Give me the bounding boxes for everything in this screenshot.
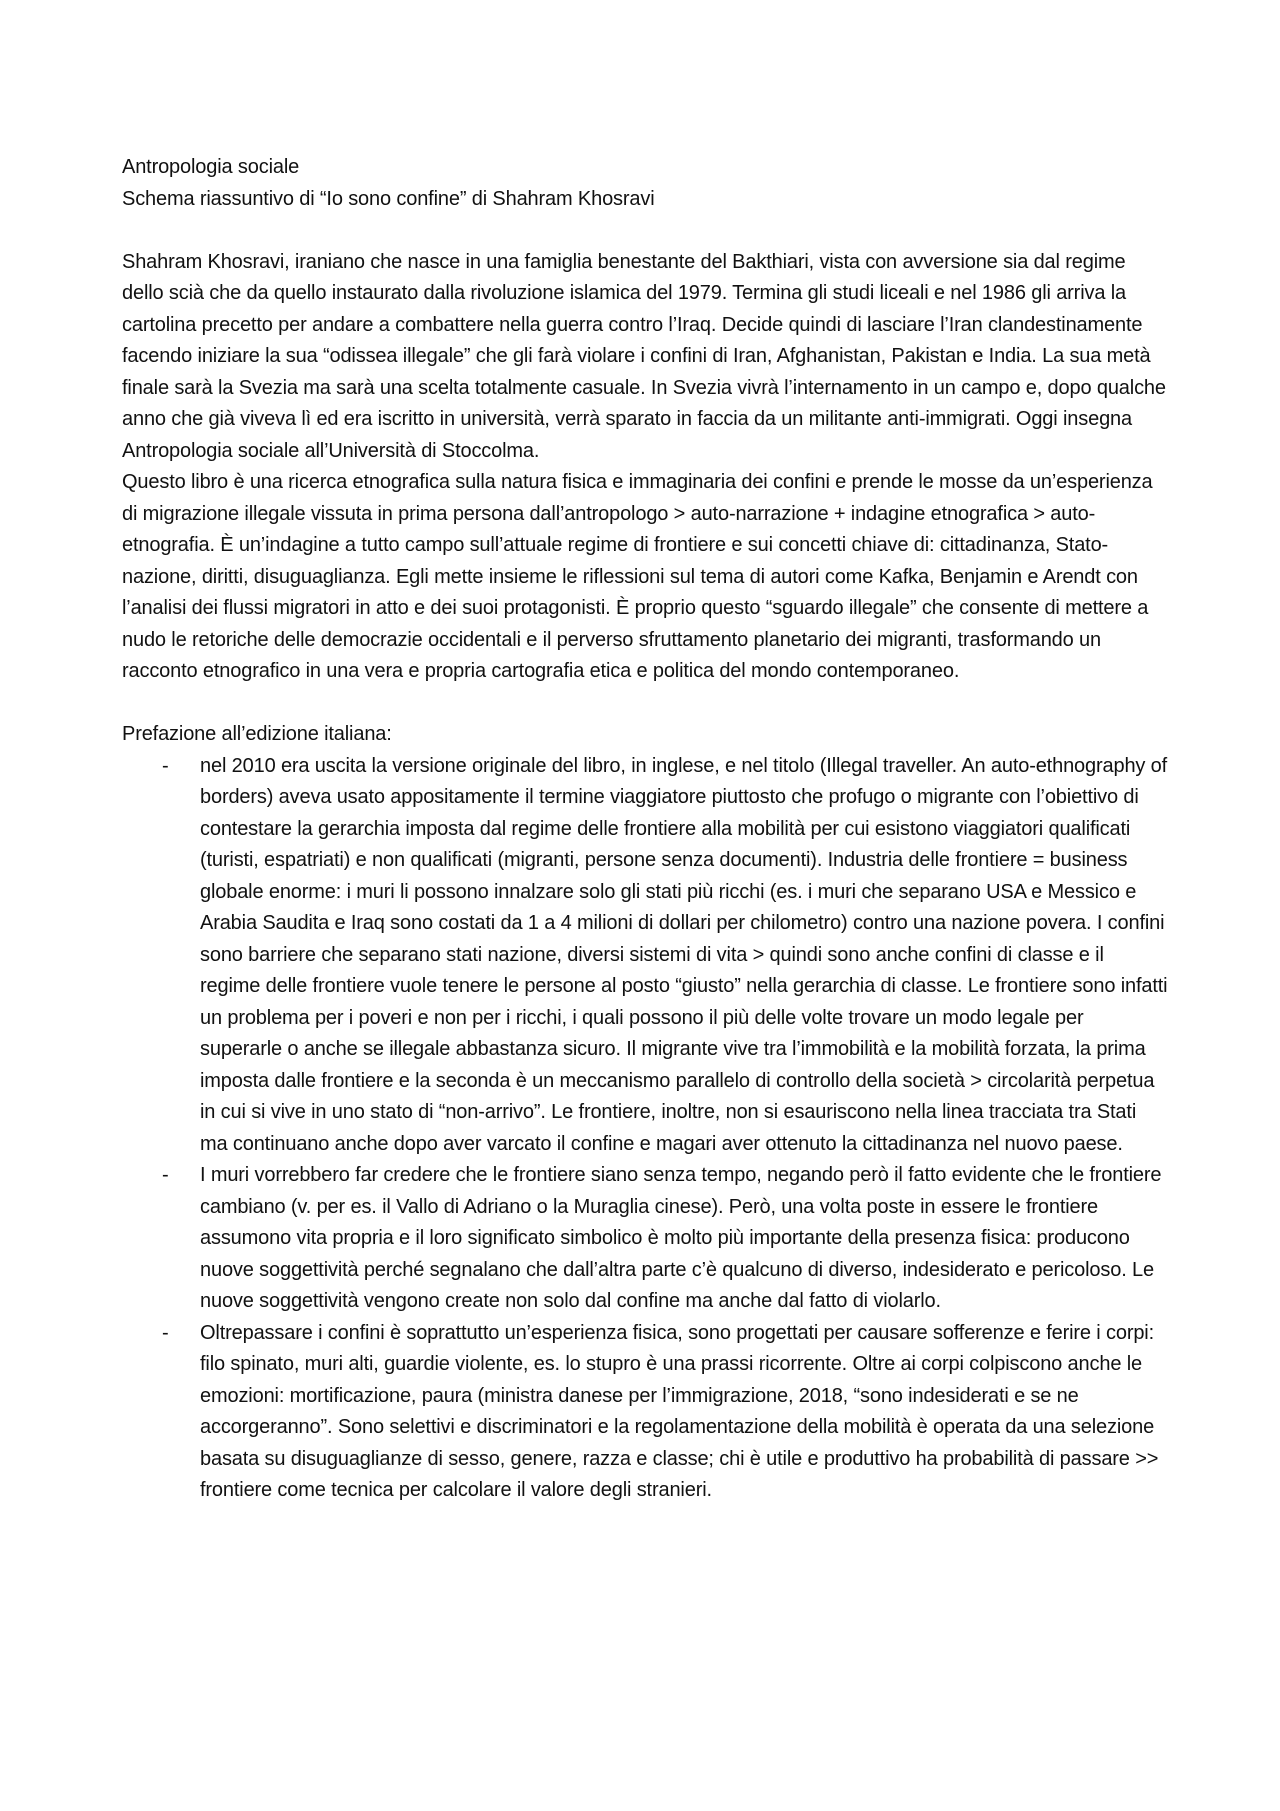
list-item-text: nel 2010 era uscita la versione originale del libro, in inglese, e nel titolo (Illegal traveller. An auto-ethnography of borders) aveva usato appositamente il termine viaggiatore piuttosto che profugo o migrante con l’obiettivo di contestare la gerarchia imposta dal regime delle frontiere alla mobilità per cui esistono viaggiatori qualificati (turisti, espatriati) e non qualificati (migranti, persone senza documenti). Industria delle frontiere = business globale enorme: i muri li possono innalzare solo gli stati più ricchi (es. i muri che separano USA e Messico e Arabia Saudita e Iraq sono costati da 1 a 4 milioni di dollari per chilometro) contro una nazione povera. I confini sono barriere che separano stati nazione, diversi sistemi di vita > quindi sono anche confini di classe e il regime delle frontiere vuole tenere le persone al posto “giusto” nella gerarchia di classe. Le frontiere sono infatti un problema per i poveri e non per i ricchi, i quali possono il più delle volte trovare un modo legale per superarle o anche se illegale abbastanza sicuro. Il migrante vive tra l’immobilità e la mobilità forzata, la prima imposta dalle frontiere e la seconda è un meccanismo parallelo di controllo della società > circolarità perpetua in cui si vive in uno stato di “non-arrivo”. Le frontiere, inoltre, non si esauriscono nella linea tracciata tra Stati ma continuano anche dopo aver varcato il confine e magari aver ottenuto la cittadinanza nel nuovo paese.	[200, 754, 1168, 1155]
intro-paragraph-book: Questo libro è una ricerca etnografica sulla natura fisica e immaginaria dei confini e prende le mosse da un’esperienza di migrazione illegale vissuta in prima persona dall’antropologo > auto-narrazione + indagine etnografica > auto-etnografia. È un’indagine a tutto campo sull’attuale regime di frontiere e sui concetti chiave di: cittadinanza, Stato-nazione, diritti, disuguaglianza. Egli mette insieme le riflessioni sul tema di autori come Kafka, Benjamin e Arendt con l’analisi dei flussi migratori in atto e dei suoi protagonisti. È proprio questo “sguardo illegale” che consente di mettere a nudo le retoriche delle democrazie occidentali e il perverso sfruttamento planetario dei migranti, trasformando un racconto etnografico in una vera e propria cartografia etica e politica del mondo contemporaneo.	[122, 471, 1153, 682]
dash-bullet-icon: -	[162, 1164, 169, 1186]
list-item-text: I muri vorrebbero far credere che le frontiere siano senza tempo, negando però il fatto evidente che le frontiere cambiano (v. per es. il Vallo di Adriano o la Muraglia cinese). Però, una volta poste in essere le frontiere assumono vita propria e il loro significato simbolico è molto più importante della presenza fisica: producono nuove soggettività perché segnalano che dall’altra parte c’è qualcuno di diverso, indesiderato e pericoloso. Le nuove soggettività vengono create non solo dal confine ma anche dal fatto di violarlo.	[200, 1164, 1162, 1312]
list-item	[122, 751, 1168, 1161]
document-subtitle: Schema riassuntivo di “Io sono confine” di Shahram Khosravi	[122, 187, 655, 210]
blank-line	[122, 215, 1168, 247]
course-title: Antropologia sociale	[122, 156, 300, 178]
list-item-text: Oltrepassare i confini è soprattutto un’esperienza fisica, sono progettati per causare sofferenze e ferire i corpi: filo spinato, muri alti, guardie violente, es. lo stupro è una prassi ricorrente. Oltre ai corpi colpiscono anche le emozioni: mortificazione, paura (ministra danese per l’immigrazione, 2018, “sono indesiderati e se ne accorgeranno”. Sono selettivi e discriminatori e la regolamentazione della mobilità è operata da una selezione basata su disuguaglianze di sesso, genere, razza e classe; chi è utile e produttivo ha probabilità di passare >> frontiere come tecnica per calcolare il valore degli stranieri.	[200, 1321, 1159, 1501]
list-item	[122, 1160, 1168, 1318]
list-item	[122, 1318, 1168, 1507]
section-heading-preface: Prefazione all’edizione italiana:	[122, 723, 392, 745]
document-page	[122, 152, 1168, 1507]
dash-bullet-icon: -	[162, 754, 169, 777]
intro-paragraph-author: Shahram Khosravi, iraniano che nasce in una famiglia benestante del Bakthiari, vista con avversione sia dal regime dello scià che da quello instaurato dalla rivoluzione islamica del 1979. Termina gli studi liceali e nel 1986 gli arriva la cartolina precetto per andare a combattere nella guerra contro l’Iraq. Decide quindi di lasciare l’Iran clandestinamente facendo iniziare la sua “odissea illegale” che gli farà violare i confini di Iran, Afghanistan, Pakistan e India. La sua metà finale sarà la Svezia ma sarà una scelta totalmente casuale. In Svezia vivrà l’internamento in un campo e, dopo qualche anno che già viveva lì ed era iscritto in università, verrà sparato in faccia da un militante anti-immigrati. Oggi insegna Antropologia sociale all’Università di Stoccolma.	[122, 250, 1166, 462]
blank-line	[122, 688, 1168, 720]
preface-list	[122, 751, 1168, 1507]
dash-bullet-icon: -	[162, 1321, 169, 1344]
